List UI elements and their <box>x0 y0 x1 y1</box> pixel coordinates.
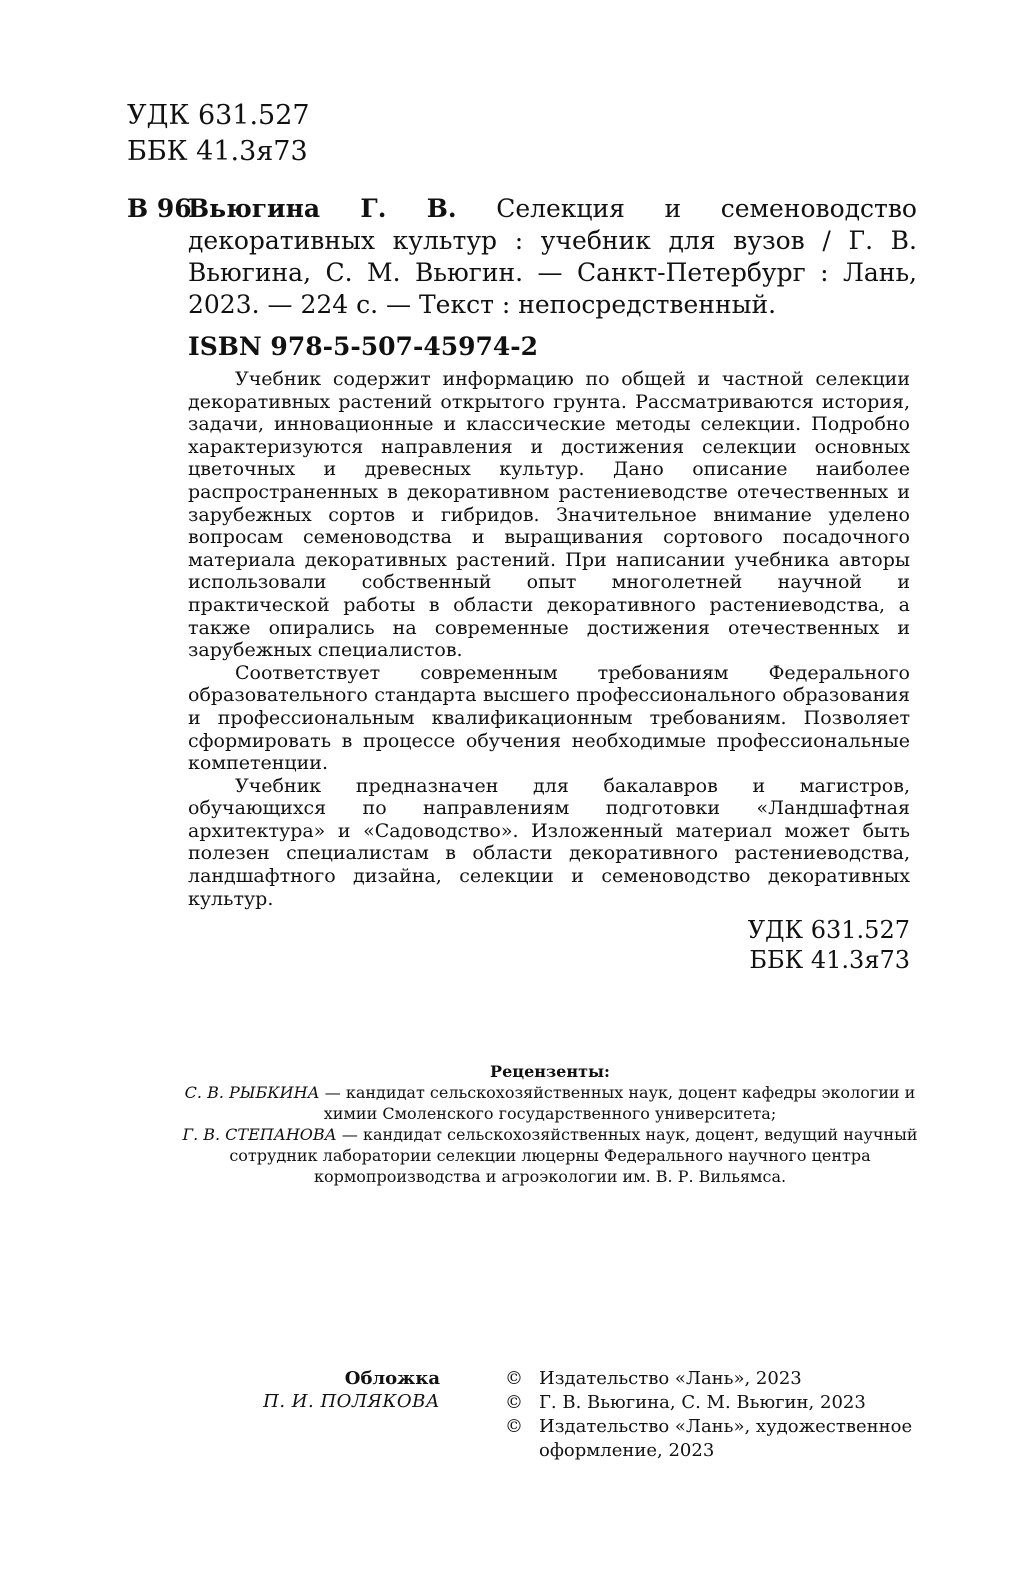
annotation-paragraph-2: Соответствует современным требованиям Федерального образовательного стандарта высшего профессионального образования и профессиональным квалификационным требованиям. Позволяет сформировать в процессе обучения необходимые профессиональные компетенции. <box>188 661 910 775</box>
reviewer-1-text: — кандидат сельскохозяйственных наук, доцент кафедры экологии и химии Смоленского государственного университета; <box>319 1083 916 1123</box>
annotation <box>188 368 910 910</box>
cover-artist: П. И. ПОЛЯКОВА <box>263 1391 440 1412</box>
copyright-block <box>505 1367 915 1463</box>
copyright-text: Г. В. Вьюгина, С. М. Вьюгин, 2023 <box>539 1392 866 1413</box>
copyright-row <box>505 1415 915 1463</box>
description-text: Селекция и семеноводство декоративных культур : учебник для вузов / Г. В. Вьюгина, С. М. Вьюгин. — Санкт-Петербург : Лань, 2023. — 224 с. — Текст : непосредственный. <box>188 194 917 319</box>
reviewers-title: Рецензенты: <box>490 1062 610 1081</box>
author-mark: В 96 <box>127 194 192 223</box>
annotation-paragraph-1: Учебник содержит информацию по общей и частной селекции декоративных растений открытого грунта. Рассматриваются история, задачи, инновационные и классические методы селекции. Подробно характеризуются направления и достижения селекции основных цветочных и древесных культур. Дано описание наиболее распространенных в декоративном растениеводстве отечественных и зарубежных сортов и гибридов. Значительное внимание уделено вопросам семеноводства и выращивания сортового посадочного материала декоративных растений. При написании учебника авторы использовали собственный опыт многолетней научной и практической работы в области декоративного растениеводства, а также опирались на современные достижения отечественных и зарубежных специалистов. <box>188 368 910 662</box>
copyright-symbol: © <box>505 1368 523 1389</box>
bibliographic-description <box>188 193 917 321</box>
copyright-row <box>505 1367 915 1391</box>
annotation-paragraph-3: Учебник предназначен для бакалавров и магистров, обучающихся по направлениям подготовки «Ландшафтная архитектура» и «Садоводство». Изложенный материал может быть полезен специалистам в области декоративного растениеводства, ландшафтного дизайна, селекции и семеноводство декоративных культур. <box>188 774 910 910</box>
udk-bbk-header <box>127 98 310 170</box>
bibliographic-entry <box>127 193 917 363</box>
reviewers-block <box>160 1061 940 1187</box>
reviewer-2-text: — кандидат сельскохозяйственных наук, доцент, ведущий научный сотрудник лаборатории селекции люцерны Федерального научного центра кормопроизводства и агроэкологии им. В. Р. Вильямса. <box>229 1125 918 1186</box>
isbn: ISBN 978-5-507-45974-2 <box>188 332 539 361</box>
copyright-text: Издательство «Лань», 2023 <box>539 1368 802 1389</box>
copyright-symbol: © <box>505 1392 523 1413</box>
bbk-code: ББК 41.3я73 <box>127 136 308 167</box>
copyright-text: Издательство «Лань», художественное оформление, 2023 <box>539 1416 913 1461</box>
cover-label: Обложка <box>344 1368 440 1389</box>
udk-code-bottom: УДК 631.527 <box>747 916 910 944</box>
reviewer-1-name: С. В. РЫБКИНА <box>184 1083 320 1102</box>
reviewer-2-name: Г. В. СТЕПАНОВА <box>182 1125 337 1144</box>
cover-credit <box>200 1367 440 1413</box>
author-name: Вьюгина Г. В. <box>188 194 457 223</box>
bbk-code-bottom: ББК 41.3я73 <box>749 946 910 974</box>
udk-bbk-footer <box>188 915 910 975</box>
reviewer-2 <box>160 1124 940 1187</box>
udk-code: УДК 631.527 <box>127 100 310 131</box>
reviewer-1 <box>160 1082 940 1124</box>
copyright-symbol: © <box>505 1416 523 1437</box>
copyright-row <box>505 1391 915 1415</box>
